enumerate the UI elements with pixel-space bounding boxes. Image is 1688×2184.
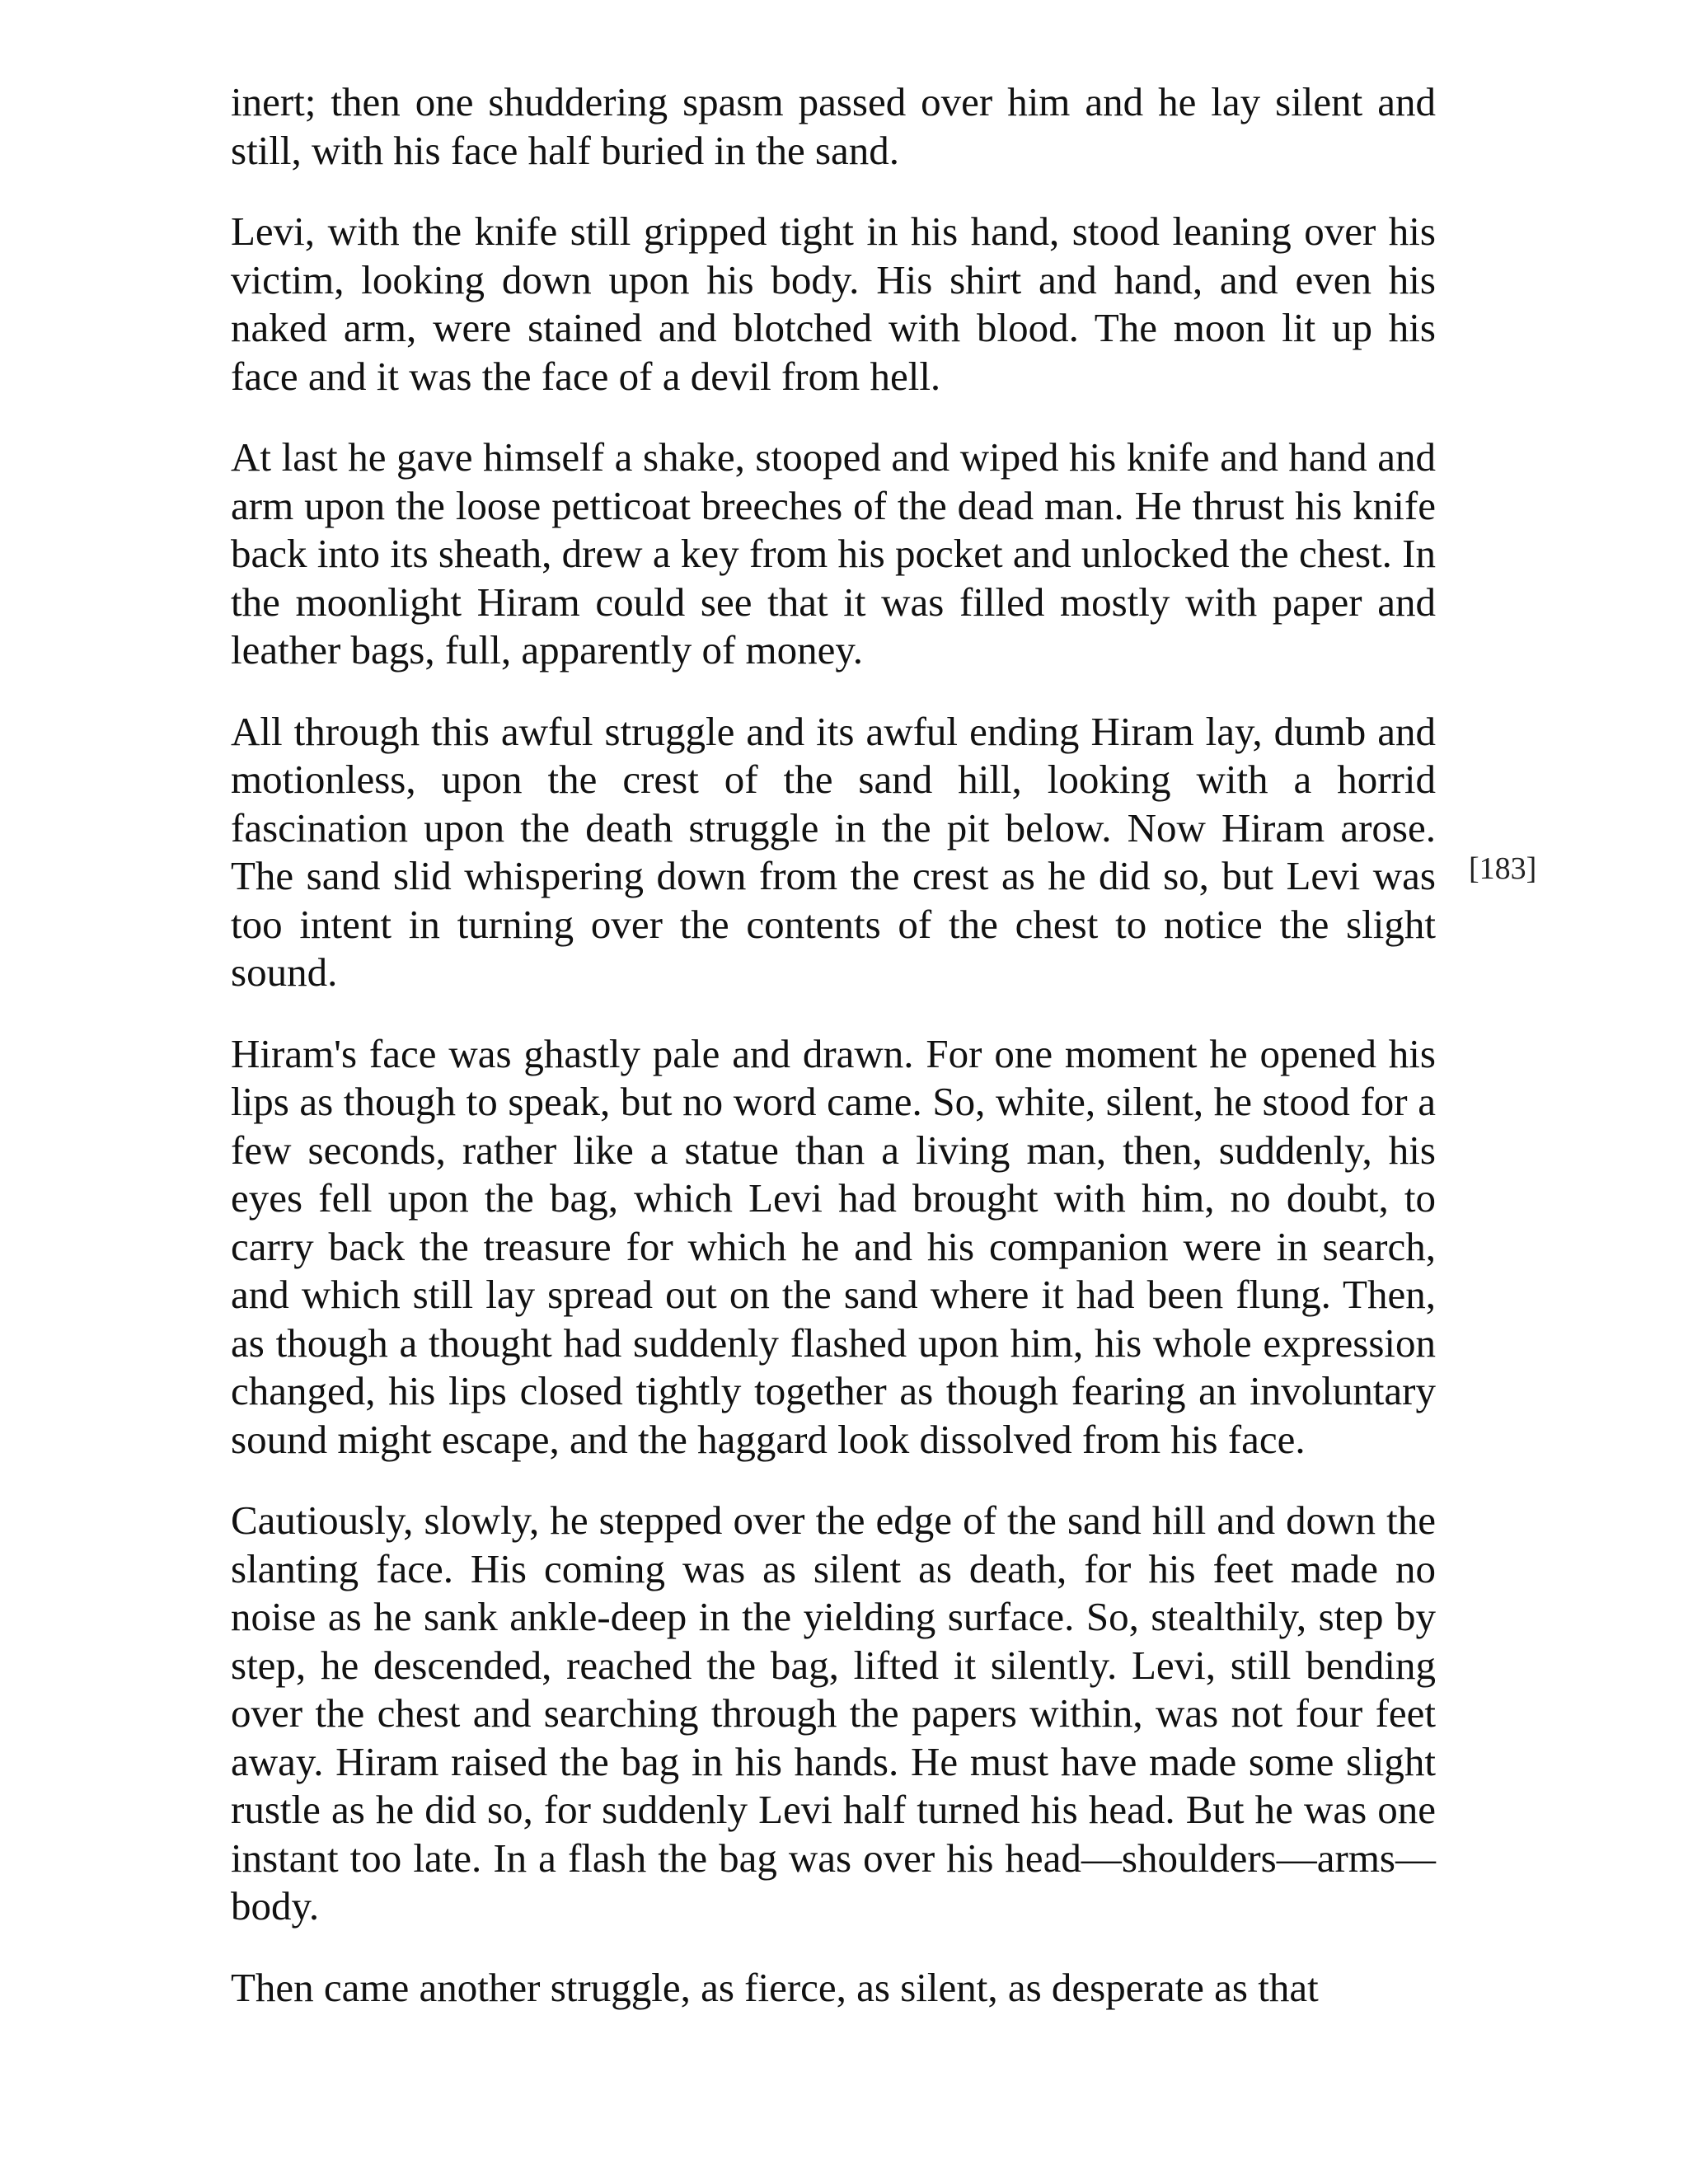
paragraph-4: All through this awful struggle and its awful ending Hiram lay, dumb and motionless, upon the crest of the sand hill, looking with a horrid fascination upon the death struggle in the pit below. Now Hiram arose. The sand slid whispering down from the crest as he did so, but Levi was too intent in turning over the contents of the chest to notice the slight sound. bbox=[231, 708, 1436, 995]
page-number: [183] bbox=[1469, 851, 1537, 886]
paragraph-3: At last he gave himself a shake, stooped and wiped his knife and hand and arm upon the loose petticoat breeches of the dead man. He thrust his knife back into its sheath, drew a key from his pocket and unlocked the chest. In the moonlight Hiram could see that it was filled mostly with paper and leather bags, full, apparently of money. bbox=[231, 434, 1436, 673]
paragraph-1: inert; then one shuddering spasm passed over him and he lay silent and still, with his face half buried in the sand. bbox=[231, 79, 1436, 173]
page-body bbox=[231, 78, 1436, 2045]
paragraph-2: Levi, with the knife still gripped tight in his hand, stood leaning over his victim, looking down upon his body. His shirt and hand, and even his naked arm, were stained and blotched with blood. The moon lit up his face and it was the face of a devil from hell. bbox=[231, 209, 1436, 399]
paragraph-5: Hiram's face was ghastly pale and drawn. For one moment he opened his lips as though to speak, but no word came. So, white, silent, he stood for a few seconds, rather like a statue than a living man, then, suddenly, his eyes fell upon the bag, which Levi had brought with him, no doubt, to carry back the treasure for which he and his companion were in search, and which still lay spread out on the sand where it had been flung. Then, as though a thought had suddenly flashed upon him, his whole expression changed, his lips closed tightly together as though fearing an involuntary sound might escape, and the haggard look dissolved from his face. bbox=[231, 1030, 1436, 1462]
paragraph-7: Then came another struggle, as fierce, as silent, as desperate as that bbox=[231, 1964, 1319, 2010]
paragraph-6: Cautiously, slowly, he stepped over the edge of the sand hill and down the slanting face. His coming was as silent as death, for his feet made no noise as he sank ankle-deep in the yielding surface. So, stealthily, step by step, he descended, reached the bag, lifted it silently. Levi, still bending over the chest and searching through the papers within, was not four feet away. Hiram raised the bag in his hands. He must have made some slight rustle as he did so, for suddenly Levi half turned his head. But he was one instant too late. In a flash the bag was over his head—shoulders—arms—body. bbox=[231, 1497, 1436, 1929]
